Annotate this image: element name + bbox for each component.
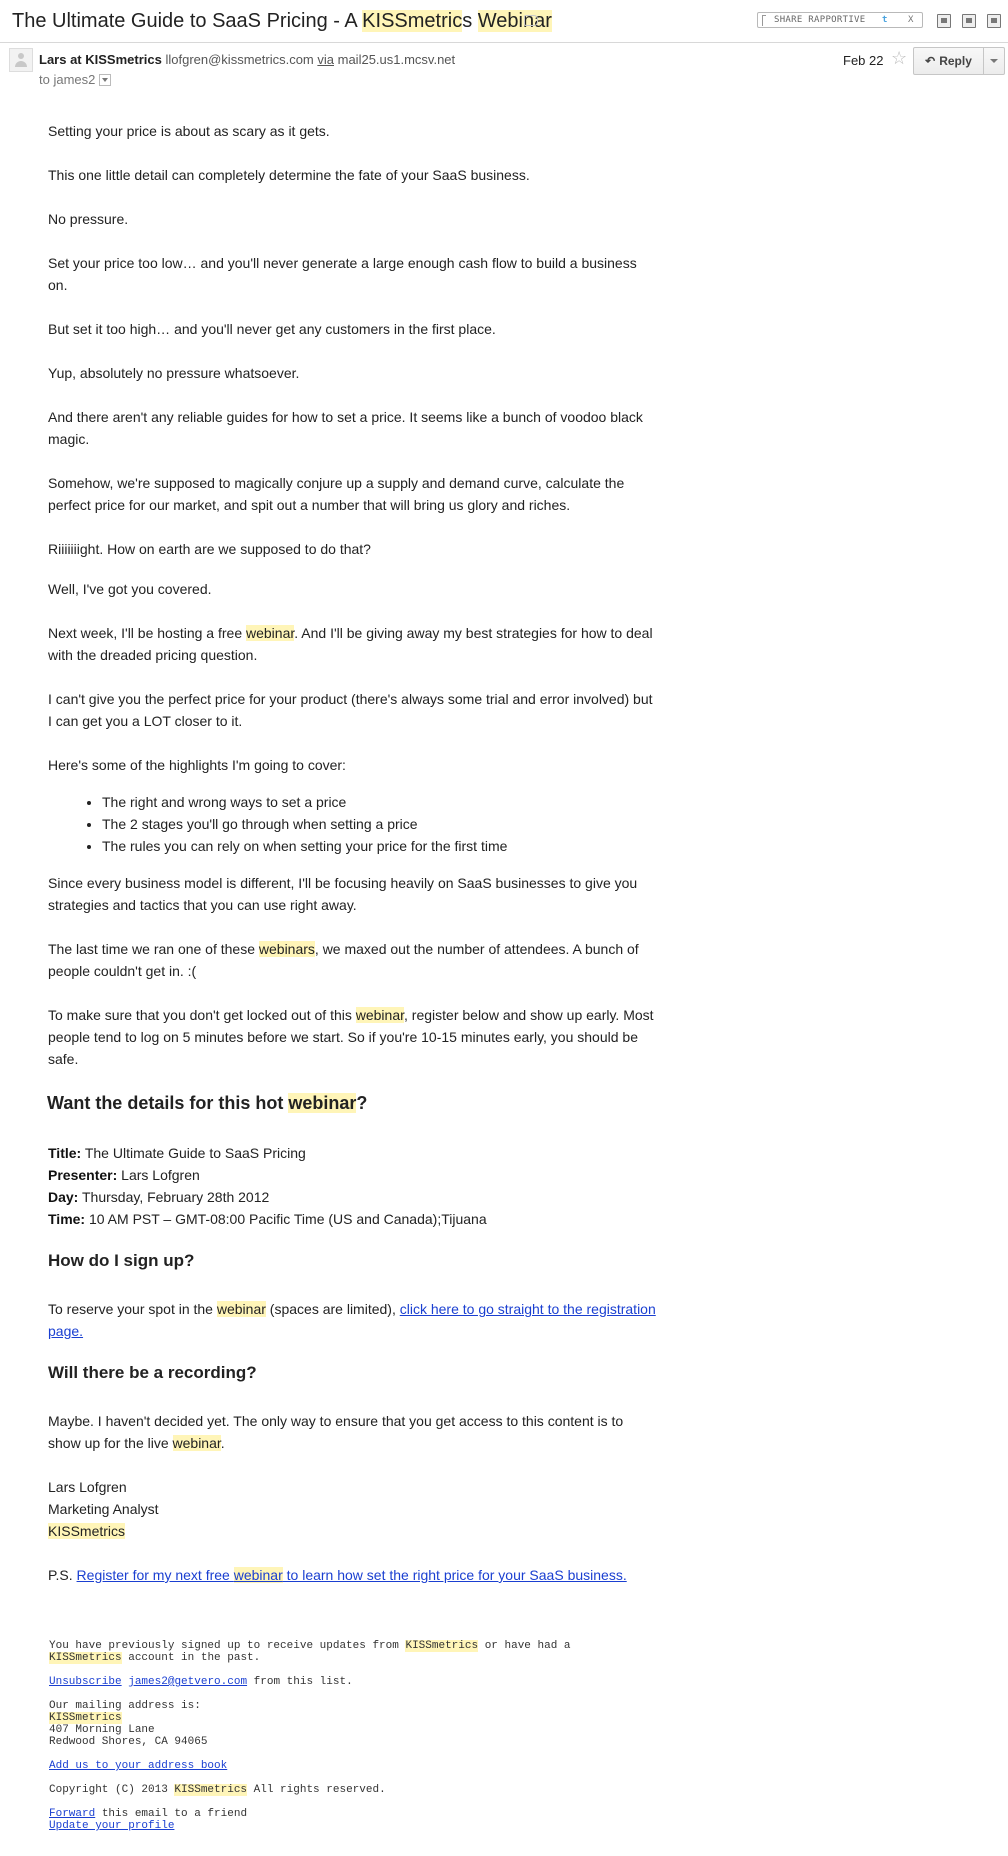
text: . And I'll be giving away my best strategies for how to deal with the dreaded pricing question. [48,625,653,663]
text: , register below and show up early. Most people tend to log on 5 minutes before we start. So if you're 10-15 minutes early, you should be safe. [48,1007,654,1067]
new-window-icon[interactable] [987,14,1001,28]
highlights-list [86,791,507,857]
update-profile-link[interactable]: Update your profile [49,1820,175,1832]
paragraph: And there aren't any reliable guides for how to set a price. It seems like a bunch of voodoo black magic. [48,409,643,447]
share-rapportive-label[interactable]: SHARE RAPPORTIVE [774,15,866,25]
text: 407 Morning Lane [49,1724,155,1736]
text: (spaces are limited), [265,1301,400,1317]
paragraph: Riiiiiiight. How on earth are we supposed to do that? [48,541,371,557]
highlight: webinar [172,1435,221,1451]
detail-value: Thursday, February 28th 2012 [78,1189,270,1205]
text: from this list. [247,1676,353,1688]
footer-unsubscribe [49,1676,669,1688]
text: To reserve your spot in the [48,1301,217,1317]
text: . [220,1435,225,1451]
twitter-icon[interactable]: t [882,15,888,25]
subject-bar [0,0,1008,43]
detail-value: The Ultimate Guide to SaaS Pricing [81,1145,306,1161]
paragraph: But set it too high… and you'll never get any customers in the first place. [48,321,496,337]
text: Next week, I'll be hosting a free [48,625,246,641]
text: or have had a [478,1640,571,1652]
text: P.S. [48,1567,77,1583]
details-dropdown-icon[interactable] [99,74,111,86]
grip-icon [762,15,766,26]
recording-heading: Will there be a recording? [48,1363,257,1382]
paragraph: Set your price too low… and you'll never generate a large enough cash flow to build a business on. [48,255,637,293]
subscriber-email-link[interactable]: james2@getvero.com [128,1676,248,1688]
text: account in the past. [121,1652,261,1664]
signup-paragraph [48,1298,658,1342]
sender-email: llofgren@kissmetrics.com [165,52,314,67]
text: this email to a friend [95,1808,248,1820]
star-icon[interactable]: ☆ [891,48,908,68]
detail-value: 10 AM PST – GMT-08:00 Pacific Time (US and Canada);Tijuana [85,1211,487,1227]
add-address-book-link[interactable]: Add us to your address book [49,1760,228,1772]
sender-name[interactable]: Lars at KISSmetrics [39,52,162,67]
paragraph: Here's some of the highlights I'm going to cover: [48,757,346,773]
text: Redwood Shores, CA 94065 [49,1736,208,1748]
paragraph [48,1004,658,1070]
text: , we maxed out the number of attendees. A bunch of people couldn't get in. :( [48,941,639,979]
signature-title: Marketing Analyst [48,1501,159,1517]
text: The last time we ran one of these [48,941,259,957]
detail-title [48,1142,306,1164]
highlight: webinar [246,625,295,641]
detail-day [48,1186,269,1208]
highlight: KISSmetrics [48,1523,126,1539]
print-icon[interactable] [962,14,976,28]
label-tag-icon[interactable] [524,15,538,26]
via-link[interactable]: via [317,52,334,67]
ps-paragraph [48,1564,688,1586]
paragraph [48,622,658,666]
list-item: • The right and wrong ways to set a price [102,791,507,813]
text: Copyright (C) 2013 [49,1784,175,1796]
close-icon[interactable]: X [908,15,914,25]
text: Our mailing address is: [49,1700,201,1712]
via-domain: mail25.us1.mcsv.net [337,52,456,67]
paragraph [48,938,658,982]
recording-paragraph [48,1410,658,1454]
archive-icon[interactable] [937,14,951,28]
ps-register-link[interactable] [77,1567,627,1583]
paragraph: No pressure. [48,211,129,227]
paragraph: Somehow, we're supposed to magically conjure up a supply and demand curve, calculate the perfect price for our market, and spit out a number that will bring us glory and riches. [48,475,625,513]
detail-label: Title: [48,1145,82,1161]
text: You have previously signed up to receive updates from [49,1640,406,1652]
detail-label: Day: [48,1189,79,1205]
reply-label: Reply [939,54,972,68]
footer-copyright [49,1784,669,1796]
subject-text: s [462,10,478,32]
recipient-text: to james2 [39,72,96,87]
highlight: webinar [355,1007,405,1023]
highlight: webinar [288,1093,357,1113]
highlight: webinar [233,1567,283,1583]
forward-link[interactable]: Forward [49,1808,96,1820]
paragraph: This one little detail can completely determine the fate of your SaaS business. [48,167,530,183]
text: to learn how set the right price for your SaaS business. [282,1567,627,1583]
highlight: KISSmetrics [49,1652,122,1664]
text: Register for my next free [76,1567,234,1583]
sender-line [39,52,455,67]
footer-signup-notice [49,1640,669,1664]
registration-link[interactable]: click here to go straight to the registration page. [48,1301,656,1339]
paragraph: Yup, absolutely no pressure whatsoever. [48,365,300,381]
recipient-line [39,72,111,87]
highlight: KISSmetrics [174,1784,248,1796]
reply-arrow-icon: ↶ [925,54,936,68]
paragraph: Well, I've got you covered. [48,581,212,597]
subject-text: The Ultimate Guide to SaaS Pricing - A [12,10,363,32]
sender-avatar [9,48,33,72]
paragraph: Setting your price is about as scary as it gets. [48,123,330,139]
highlight: KISSmetrics [49,1712,122,1724]
text: To make sure that you don't get locked out of this [48,1007,356,1023]
highlight: KISSmetrics [405,1640,479,1652]
email-date: Feb 22 [843,53,884,68]
footer-address [49,1700,669,1748]
list-item: • The rules you can rely on when setting your price for the first time [102,835,507,857]
detail-value: Lars Lofgren [117,1167,200,1183]
signature-name: Lars Lofgren [48,1479,127,1495]
reply-button-group [913,47,1005,75]
footer-address-book [49,1760,669,1772]
highlight: webinar [216,1301,266,1317]
reply-button[interactable] [914,48,984,74]
detail-presenter [48,1164,200,1186]
unsubscribe-link[interactable]: Unsubscribe [49,1676,122,1688]
signature-company [48,1520,658,1542]
share-rapportive-widget[interactable] [757,12,923,28]
paragraph: I can't give you the perfect price for your product (there's always some trial and error involved) but I can get you a LOT closer to it. [48,691,653,729]
details-heading [47,1093,367,1114]
text: All rights reserved. [247,1784,386,1796]
more-actions-dropdown[interactable] [984,48,1004,74]
email-subject [12,10,552,33]
signup-heading: How do I sign up? [48,1251,195,1270]
paragraph: Since every business model is different, I'll be focusing heavily on SaaS businesses to give you strategies and tactics that you can use right away. [48,875,638,913]
text: ? [356,1093,368,1113]
subject-highlight: KISSmetric [362,10,463,32]
text: Maybe. I haven't decided yet. The only way to ensure that you get access to this content is to show up for the live [48,1413,624,1451]
detail-label: Time: [48,1211,86,1227]
footer-forward [49,1808,669,1832]
text: Want the details for this hot [47,1093,289,1113]
detail-label: Presenter: [48,1167,118,1183]
highlight: webinars [258,941,315,957]
detail-time [48,1208,487,1230]
list-item: • The 2 stages you'll go through when setting a price [102,813,507,835]
subject-highlight: Webinar [477,10,552,32]
